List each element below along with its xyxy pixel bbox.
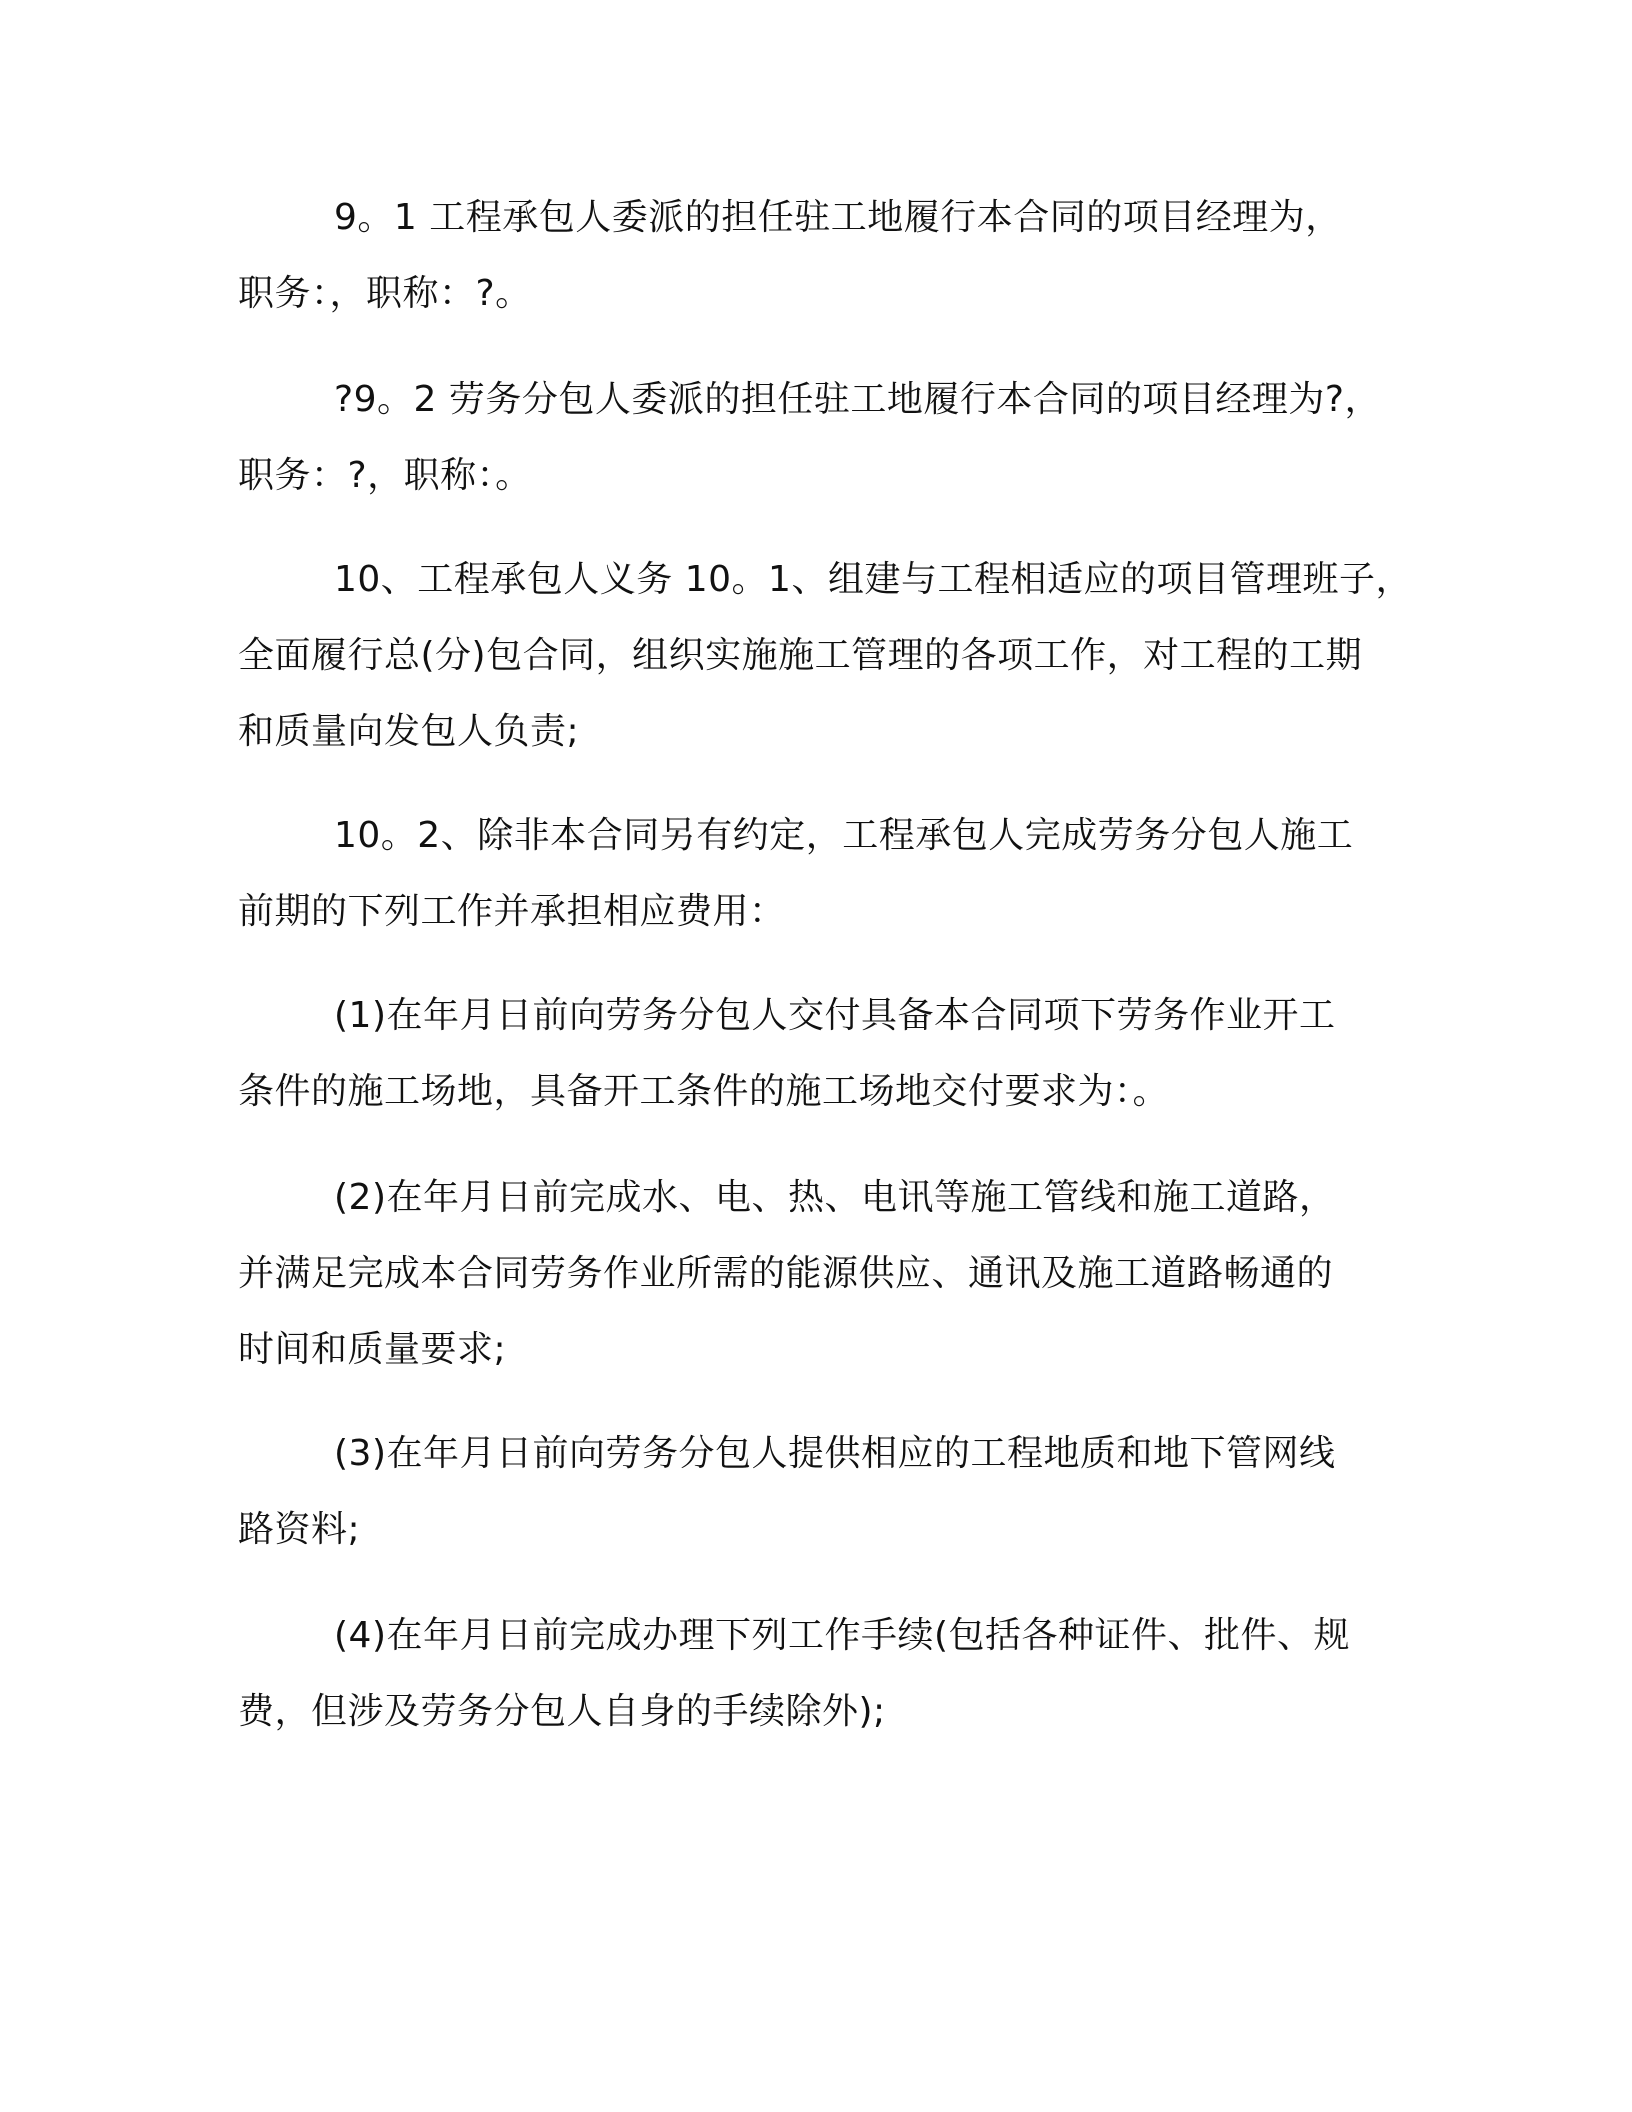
paragraph-10-2 [238,798,1418,950]
text-line: 和质量向发包人负责; [238,711,580,752]
list-item-4 [238,1598,1418,1750]
text-line: (3)在年月日前向劳务分包人提供相应的工程地质和地下管网线 [334,1433,1336,1474]
text-line: ?9。2 劳务分包人委派的担任驻工地履行本合同的项目经理为?， [334,379,1381,420]
text-line: (1)在年月日前向劳务分包人交付具备本合同项下劳务作业开工 [334,995,1336,1036]
paragraph-10 [238,542,1418,770]
text-line: 10。2、除非本合同另有约定，工程承包人完成劳务分包人施工 [334,815,1354,856]
text-line: (4)在年月日前完成办理下列工作手续(包括各种证件、批件、规 [334,1615,1351,1656]
text-line: 前期的下列工作并承担相应费用： [238,891,786,932]
text-line: 全面履行总(分)包合同，组织实施施工管理的各项工作，对工程的工期 [238,635,1363,676]
list-item-1 [238,978,1418,1130]
text-line: 费，但涉及劳务分包人自身的手续除外); [238,1691,886,1732]
text-line: 时间和质量要求; [238,1329,507,1370]
text-line: 职务：，职称：?。 [238,273,532,314]
text-line: 9。1 工程承包人委派的担任驻工地履行本合同的项目经理为， [334,197,1342,238]
list-item-2 [238,1160,1418,1388]
text-line: 10、工程承包人义务 10。1、组建与工程相适应的项目管理班子， [334,559,1412,600]
paragraph-9-1 [238,180,1418,332]
text-line: 路资料; [238,1509,361,1550]
text-line: (2)在年月日前完成水、电、热、电讯等施工管线和施工道路， [334,1177,1336,1218]
text-line: 并满足完成本合同劳务作业所需的能源供应、通讯及施工道路畅通的 [238,1253,1334,1294]
list-item-3 [238,1416,1418,1568]
text-line: 条件的施工场地，具备开工条件的施工场地交付要求为：。 [238,1071,1170,1112]
text-line: 职务：?，职称：。 [238,455,532,496]
paragraph-9-2 [238,362,1418,514]
